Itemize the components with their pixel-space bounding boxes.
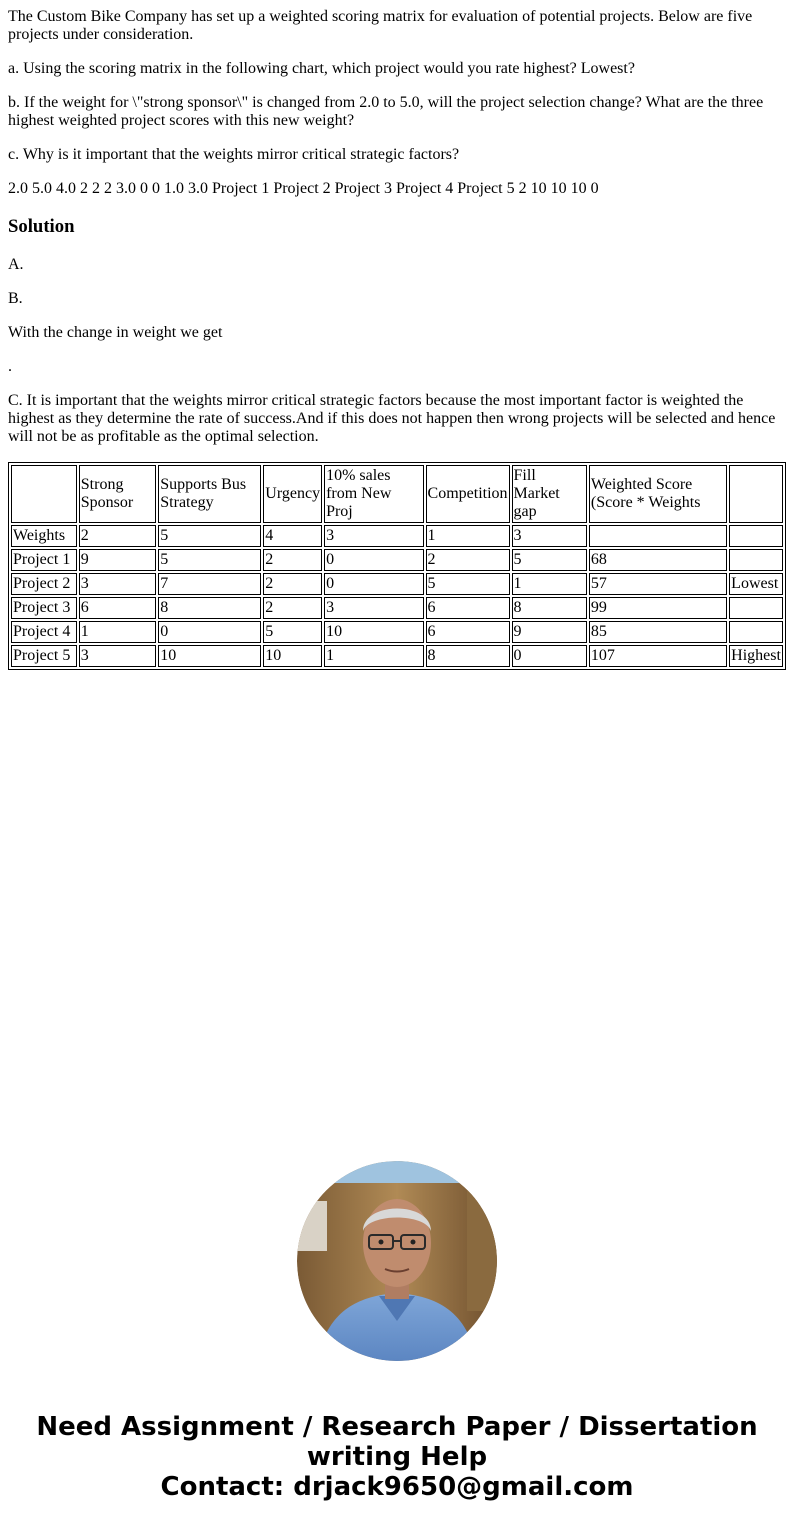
table-header-cell [11, 465, 77, 523]
solution-period: . [8, 358, 12, 375]
table-cell: Weights [11, 525, 77, 547]
question-part-a: a. Using the scoring matrix in the following chart, which project would you rate highest? Lowest? [8, 60, 635, 77]
table-header-cell: Competition [426, 465, 510, 523]
table-header-cell: Supports Bus Strategy [158, 465, 261, 523]
table-cell: 2 [426, 549, 510, 571]
table-cell: 85 [589, 621, 727, 643]
table-cell: 10 [263, 645, 322, 667]
table-cell: 7 [158, 573, 261, 595]
table-cell [729, 597, 783, 619]
table-cell: Project 1 [11, 549, 77, 571]
solution-a-label: A. [8, 256, 24, 273]
table-cell: 57 [589, 573, 727, 595]
table-header-cell: Strong Sponsor [79, 465, 157, 523]
table-row [11, 549, 783, 571]
table-cell: Highest [729, 645, 783, 667]
table-cell: 8 [426, 645, 510, 667]
table-cell: 8 [512, 597, 587, 619]
table-header-cell [729, 465, 783, 523]
table-cell: 5 [426, 573, 510, 595]
table-cell: 107 [589, 645, 727, 667]
table-header-cell: Weighted Score (Score * Weights [589, 465, 727, 523]
table-row [11, 621, 783, 643]
question-part-c: c. Why is it important that the weights mirror critical strategic factors? [8, 146, 460, 163]
solution-b-label: B. [8, 290, 23, 307]
table-cell [729, 621, 783, 643]
contact-line-3: Contact: drjack9650@gmail.com [160, 1472, 634, 1502]
table-cell: 9 [79, 549, 157, 571]
table-cell: 3 [79, 645, 157, 667]
table-cell: 6 [79, 597, 157, 619]
table-cell: 9 [512, 621, 587, 643]
table-cell: 3 [79, 573, 157, 595]
table-cell: 5 [158, 525, 261, 547]
table-cell: 10 [324, 621, 423, 643]
question-part-b: b. If the weight for \"strong sponsor\" is changed from 2.0 to 5.0, will the project selection change? What are the three highest weighted project scores with this new weight? [8, 94, 764, 129]
table-cell: 6 [426, 621, 510, 643]
table-cell: 6 [426, 597, 510, 619]
table-cell: 5 [263, 621, 322, 643]
page-content [0, 8, 794, 670]
table-header-cell: 10% sales from New Proj [324, 465, 423, 523]
table-header-row [11, 465, 783, 523]
table-cell: 1 [426, 525, 510, 547]
table-cell [729, 549, 783, 571]
table-cell: 1 [79, 621, 157, 643]
table-cell: 99 [589, 597, 727, 619]
question-intro: The Custom Bike Company has set up a weighted scoring matrix for evaluation of potential projects. Below are five projects under consideration. [8, 8, 753, 43]
table-cell: Project 2 [11, 573, 77, 595]
table-cell: 5 [158, 549, 261, 571]
table-cell: 1 [324, 645, 423, 667]
table-header-cell: Fill Market gap [512, 465, 587, 523]
table-cell: 0 [512, 645, 587, 667]
table-cell: Project 3 [11, 597, 77, 619]
table-header-cell: Urgency [263, 465, 322, 523]
table-cell: 0 [324, 573, 423, 595]
scoring-matrix-table [8, 462, 786, 670]
table-row [11, 573, 783, 595]
contact-line-1: Need Assignment / Research Paper / Dissertation [36, 1412, 758, 1442]
table-cell: 3 [324, 597, 423, 619]
contact-banner [0, 1412, 794, 1502]
solution-c-text: C. It is important that the weights mirror critical strategic factors because the most important factor is weighted the highest as they determine the rate of success.And if this does not happen then wrong projects will be selected and hence will not be as profitable as the optimal selection. [8, 392, 776, 445]
solution-weight-change-text: With the change in weight we get [8, 324, 223, 341]
table-cell: 4 [263, 525, 322, 547]
table-cell: 2 [263, 549, 322, 571]
table-cell: Project 5 [11, 645, 77, 667]
solution-heading: Solution [8, 216, 75, 237]
table-cell: Lowest [729, 573, 783, 595]
table-cell: Project 4 [11, 621, 77, 643]
author-photo-icon [297, 1161, 497, 1361]
author-avatar [297, 1161, 497, 1361]
table-cell: 10 [158, 645, 261, 667]
table-cell: 0 [324, 549, 423, 571]
table-cell [729, 525, 783, 547]
table-row [11, 525, 783, 547]
table-row [11, 597, 783, 619]
table-cell: 68 [589, 549, 727, 571]
table-cell [589, 525, 727, 547]
table-row [11, 645, 783, 667]
question-raw-data: 2.0 5.0 4.0 2 2 2 3.0 0 0 1.0 3.0 Project 1 Project 2 Project 3 Project 4 Project 5 2 10 10 10 0 [8, 180, 599, 197]
table-cell: 2 [263, 597, 322, 619]
table-cell: 2 [263, 573, 322, 595]
table-cell: 3 [324, 525, 423, 547]
table-cell: 0 [158, 621, 261, 643]
table-cell: 2 [79, 525, 157, 547]
table-cell: 8 [158, 597, 261, 619]
contact-line-2: writing Help [306, 1442, 488, 1472]
table-cell: 1 [512, 573, 587, 595]
table-cell: 5 [512, 549, 587, 571]
table-cell: 3 [512, 525, 587, 547]
